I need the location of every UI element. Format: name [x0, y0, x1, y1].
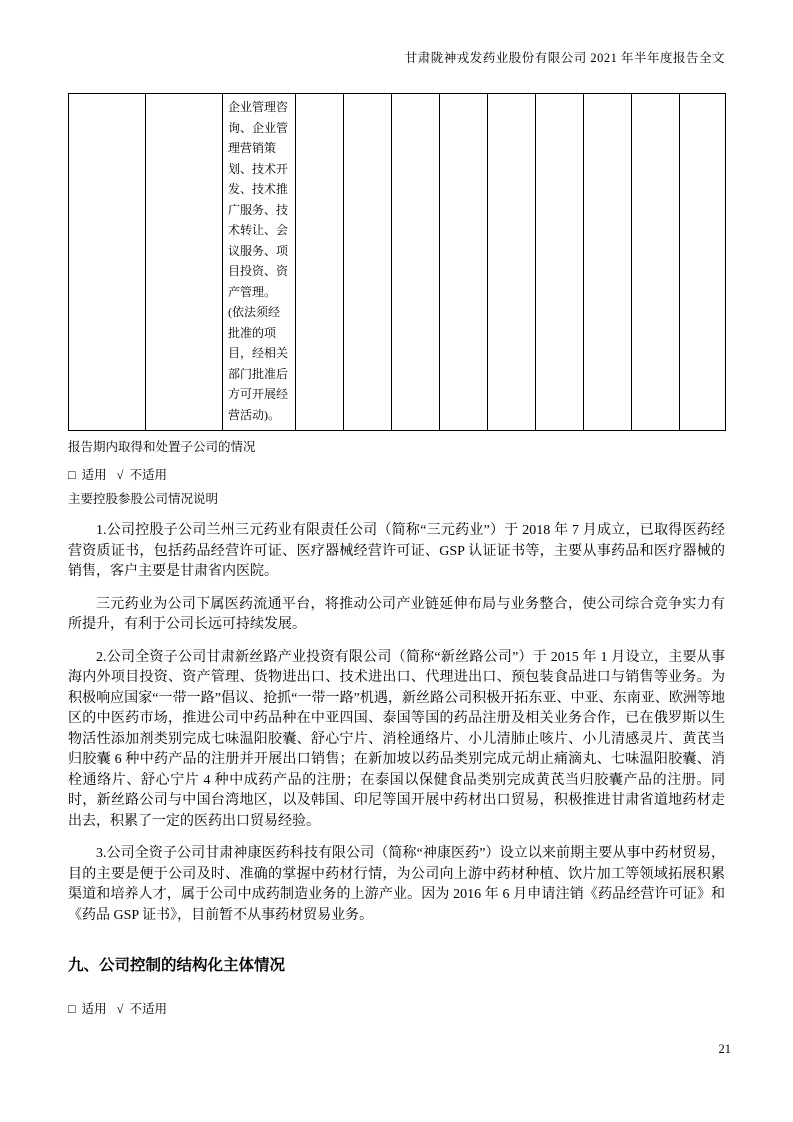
empty-cell: [392, 94, 440, 431]
applicable-label: 适用: [81, 468, 107, 482]
empty-cell: [584, 94, 632, 431]
empty-cell: [69, 94, 146, 431]
checkbox-unchecked-icon: □: [68, 1002, 76, 1016]
report-header-title: 甘肃陇神戎发药业股份有限公司 2021 年半年度报告全文: [404, 51, 725, 65]
empty-cell: [296, 94, 344, 431]
paragraph-shenkang-company: 3.公司全资子公司甘肃神康医药科技有限公司（简称“神康医药”）设立以来前期主要从事中药材贸易，目的主要是便于公司及时、准确的掌握中药材行情，为公司向上游中药材种植、饮片加工等领域拓展积累渠道和培养人才，属于公司中成药制造业务的上游产业。因为 2016 年 6 月申请注销《药品经营许可证》和《药品 GSP 证书》，目前暂不从事药材贸易业务。: [68, 846, 725, 923]
holdings-note-title: 主要控股参股公司情况说明: [68, 492, 219, 506]
page-number: 21: [718, 1042, 731, 1056]
applicability-row-structured-entities: [68, 1002, 725, 1017]
section-9-heading: 九、公司控制的结构化主体情况: [68, 957, 286, 974]
empty-cell: [680, 94, 726, 431]
empty-cell: [440, 94, 488, 431]
checkbox-unchecked-icon: □: [68, 468, 76, 482]
check-mark-icon: √: [116, 468, 124, 482]
not-applicable-label: 不适用: [129, 468, 167, 482]
table-row: [69, 94, 726, 431]
paragraph-silkroad-company: 2.公司全资子公司甘肃新丝路产业投资有限公司（简称“新丝路公司”）于 2015 年 1 月设立，主要从事海内外项目投资、资产管理、货物进出口、技术进出口、代理进出口、预包装食品进口与销售等业务。为积极响应国家“一带一路”倡议、抢抓“一带一路”机遇，新丝路公司积极开拓东亚、中亚、东南亚、欧洲等地区的中医药市场，推进公司中药品种在中亚四国、泰国等国的药品注册及相关业务合作，已在俄罗斯以生物活性添加剂类别完成七味温阳胶囊、舒心宁片、消栓通络片、小儿清肺止咳片、小儿清感灵片、黄芪当归胶囊 6 种中药产品的注册并开展出口销售；在新加坡以药品类别完成元胡止痛滴丸、七味温阳胶囊、消栓通络片、舒心宁片 4 种中成药产品的注册；在泰国以保健食品类别完成黄芪当归胶囊产品的注册。同时，新丝路公司与中国台湾地区，以及韩国、印尼等国开展中药材出口贸易，积极推进甘肃省道地药材走出去，积累了一定的医药出口贸易经验。: [68, 649, 725, 829]
paragraph-sanyuan-intro: 1.公司控股子公司兰州三元药业有限责任公司（简称“三元药业”）于 2018 年 7 月成立，已取得医药经营资质证书，包括药品经营许可证、医疗器械经营许可证、GSP 认证证书等，主要从事药品和医疗器械的销售，客户主要是甘肃省内医院。: [68, 523, 725, 579]
not-applicable-label: 不适用: [129, 1002, 167, 1016]
paragraph-sanyuan-role: 三元药业为公司下属医药流通平台，将推动公司产业链延伸布局与业务整合，使公司综合竞争实力有所提升，有利于公司长远可持续发展。: [68, 596, 725, 632]
check-mark-icon: √: [116, 1002, 124, 1016]
subsidiary-table-continuation: [68, 93, 726, 431]
empty-cell: [344, 94, 392, 431]
applicability-row-subsidiaries: [68, 468, 725, 483]
empty-cell: [488, 94, 536, 431]
business-scope-cell: 企业管理咨询、企业管理营销策划、技术开发、技术推广服务、技术转让、会议服务、项目投资、资产管理。(依法须经批准的项目，经相关部门批准后方可开展经营活动)。: [223, 94, 296, 431]
applicable-label: 适用: [81, 1002, 107, 1016]
acquisition-disposal-note: 报告期内取得和处置子公司的情况: [68, 440, 256, 454]
empty-cell: [146, 94, 223, 431]
empty-cell: [536, 94, 584, 431]
empty-cell: [632, 94, 680, 431]
